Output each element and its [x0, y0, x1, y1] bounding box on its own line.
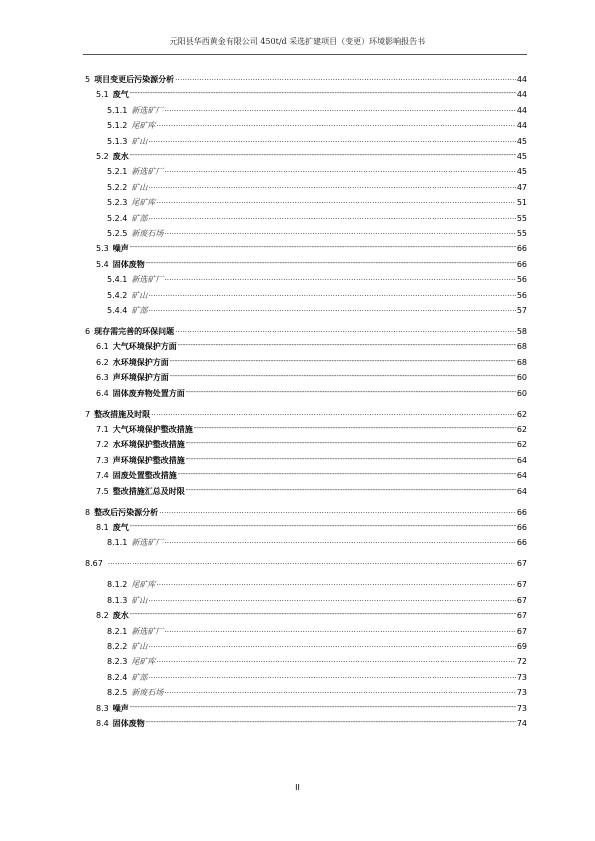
toc-entry-number: 8.1.1 — [107, 538, 128, 548]
toc-entry-number: 5.1 — [96, 90, 109, 100]
toc-leader — [194, 424, 516, 435]
toc-entry-page: 55 — [516, 213, 527, 223]
toc-entry-page: 60 — [516, 388, 527, 398]
toc-entry-title: 废水 — [112, 152, 129, 161]
toc-entry[interactable] — [96, 468, 527, 481]
toc-entry[interactable] — [85, 505, 527, 518]
toc-entry-number: 5.4.1 — [107, 275, 128, 285]
toc-entry-number: 5.4 — [96, 259, 109, 269]
toc-entry[interactable] — [107, 288, 527, 301]
toc-entry[interactable] — [85, 407, 527, 420]
toc-entry[interactable] — [85, 324, 527, 337]
toc-entry-page: 67 — [516, 611, 527, 621]
toc-entry-number: 5.2.5 — [107, 229, 128, 238]
running-header: 元阳县华西黄金有限公司 450t/d 采选扩建项目（变更）环境影响报告书 — [169, 37, 426, 46]
toc-entry-number: 6.2 — [96, 357, 109, 367]
toc-entry-page: 67 — [516, 626, 527, 636]
toc-entry-page: 73 — [516, 672, 527, 682]
toc-entry[interactable] — [107, 272, 527, 285]
toc-entry[interactable] — [96, 608, 527, 621]
toc-entry-title: 噪声 — [112, 244, 129, 254]
toc-entry-number: 8.2.1 — [107, 626, 128, 636]
toc-entry-page: 73 — [516, 688, 527, 698]
toc-entry-title: 整改措施汇总及时限 — [112, 486, 185, 496]
toc-entry-page: 72 — [516, 657, 527, 667]
toc-leader — [170, 357, 516, 368]
toc-entry-title: 矿部 — [131, 672, 148, 682]
toc-leader — [156, 197, 515, 208]
toc-entry-number: 8.3 — [96, 703, 109, 713]
toc-leader — [164, 687, 515, 698]
toc-entry-page: 73 — [516, 703, 527, 713]
toc-leader — [130, 703, 516, 714]
toc-entry-page: 45 — [516, 136, 527, 146]
toc-leader — [148, 213, 515, 224]
page-number: II — [295, 783, 300, 792]
toc-entry[interactable] — [107, 303, 527, 316]
toc-entry-page: 44 — [516, 121, 527, 131]
toc-entry-title: 大气环境保护方面 — [112, 342, 177, 352]
toc-leader — [130, 610, 516, 621]
toc-leader — [156, 120, 515, 131]
toc-entry-title: 新选矿厂 — [131, 626, 164, 636]
toc-entry-page: 55 — [516, 229, 527, 238]
toc-entry-title: 废水 — [112, 611, 129, 621]
toc-entry-number: 5.2 — [96, 152, 109, 161]
toc-entry-title: 固废处置整改措施 — [112, 471, 177, 481]
header-rule — [83, 54, 527, 55]
toc-leader — [156, 656, 515, 667]
toc-entry[interactable] — [107, 624, 527, 637]
toc-entry-page: 62 — [516, 440, 527, 450]
toc-entry-number: 8.67 — [85, 559, 103, 569]
toc-leader — [175, 326, 516, 337]
toc-entry-page: 68 — [516, 342, 527, 352]
toc-leader — [130, 522, 516, 533]
toc-entry[interactable] — [107, 226, 527, 239]
toc-entry[interactable] — [96, 520, 527, 533]
toc-entry-page: 64 — [516, 455, 527, 465]
toc-leader — [164, 626, 515, 637]
toc-entry[interactable] — [107, 103, 527, 116]
toc-entry-title: 声环境保护整改措施 — [112, 455, 185, 465]
toc-entry-number: 8.4 — [96, 719, 109, 728]
toc-entry-title: 新废石场 — [131, 688, 164, 698]
toc-entry-page: 47 — [516, 182, 527, 192]
toc-entry-title: 尾矿库 — [131, 198, 156, 208]
toc-entry-page: 66 — [516, 507, 527, 517]
toc-entry-title: 固体废物 — [112, 719, 145, 728]
toc-entry-page: 69 — [516, 642, 527, 651]
toc-entry-page: 64 — [516, 471, 527, 481]
toc-entry-page: 64 — [516, 486, 527, 496]
toc-entry-number: 6.3 — [96, 373, 109, 383]
toc-leader — [146, 259, 516, 270]
toc-entry-page: 66 — [516, 244, 527, 254]
toc-entry-title: 水环境保护整改措施 — [112, 440, 185, 450]
toc-entry-number: 8.2.4 — [107, 672, 128, 682]
toc-entry[interactable] — [107, 639, 527, 652]
toc-entry-title: 新选矿厂 — [131, 538, 164, 548]
toc-leader — [151, 409, 516, 420]
toc-entry-number: 5.2.1 — [107, 167, 128, 177]
toc-entry[interactable] — [107, 535, 527, 548]
toc-leader — [148, 136, 515, 147]
toc-leader — [108, 558, 516, 569]
toc-entry-title: 废气 — [112, 523, 129, 532]
toc-entry-page: 51 — [516, 198, 527, 208]
toc-entry-page: 67 — [516, 595, 527, 605]
toc-entry-number: 7.5 — [96, 486, 109, 496]
toc-entry-number: 5.2.4 — [107, 213, 128, 223]
toc-entry-number: 5.3 — [96, 244, 109, 254]
toc-entry[interactable] — [96, 87, 527, 100]
toc-entry-title: 现存需完善的环保问题 — [94, 327, 175, 336]
toc-entry-title: 矿山 — [131, 290, 148, 300]
toc-entry-title: 声环境保护方面 — [112, 373, 169, 383]
toc-entry-title: 尾矿库 — [131, 657, 156, 667]
toc-leader — [130, 151, 516, 162]
toc-leader — [170, 372, 516, 383]
toc-entry[interactable] — [96, 437, 527, 450]
toc-entry-title: 矿山 — [131, 642, 148, 651]
toc-leader — [164, 274, 515, 285]
toc-entry-page: 45 — [516, 152, 527, 161]
toc-leader — [148, 641, 515, 652]
toc-entry-title: 新选矿厂 — [131, 275, 164, 285]
toc-entry[interactable] — [85, 556, 527, 569]
toc-entry-page: 62 — [516, 409, 527, 419]
toc-entry[interactable] — [96, 386, 527, 399]
toc-leader — [156, 579, 515, 590]
toc-entry-title: 水环境保护方面 — [112, 357, 169, 367]
toc-entry-number: 7.1 — [96, 425, 109, 434]
toc-leader — [148, 182, 515, 193]
toc-entry-number: 8.1.3 — [107, 595, 128, 605]
toc-entry-number: 5.1.3 — [107, 136, 128, 146]
toc-leader — [164, 105, 515, 116]
toc-leader — [186, 439, 516, 450]
toc-entry-title: 矿山 — [131, 182, 148, 192]
toc-entry-page: 60 — [516, 373, 527, 383]
toc-entry[interactable] — [107, 195, 527, 208]
toc-entry[interactable] — [96, 339, 527, 352]
toc-leader — [130, 89, 516, 100]
toc-entry-number: 8.2.5 — [107, 688, 128, 698]
toc-entry[interactable] — [96, 149, 527, 162]
toc-entry-page: 66 — [516, 538, 527, 548]
toc-entry[interactable] — [96, 716, 527, 729]
toc-entry-title: 固体废弃物处置方面 — [112, 388, 185, 398]
toc-entry[interactable] — [96, 257, 527, 270]
toc-entry-title: 大气环境保护整改措施 — [112, 425, 193, 434]
toc-leader — [164, 537, 515, 548]
toc-entry-page: 45 — [516, 167, 527, 177]
toc-leader — [175, 74, 516, 85]
toc-leader — [148, 595, 515, 606]
toc-entry[interactable] — [107, 134, 527, 147]
toc-entry[interactable] — [96, 355, 527, 368]
toc-entry-page: 57 — [516, 306, 527, 315]
toc-entry-page: 62 — [516, 425, 527, 434]
toc-entry-number: 5.1.1 — [107, 105, 128, 115]
toc-entry-page: 44 — [516, 90, 527, 100]
toc-entry-number: 7.2 — [96, 440, 109, 450]
toc-entry[interactable] — [96, 370, 527, 383]
toc-leader — [148, 290, 515, 301]
toc-entry-number: 5 — [85, 75, 91, 84]
toc-leader — [130, 243, 516, 254]
toc-entry-page: 67 — [516, 580, 527, 590]
toc-entry[interactable] — [96, 701, 527, 714]
toc-entry[interactable] — [107, 654, 527, 667]
toc-entry[interactable] — [96, 241, 527, 254]
toc-entry-title: 尾矿库 — [131, 580, 156, 590]
toc-entry[interactable] — [96, 453, 527, 466]
toc-entry-title: 尾矿库 — [131, 121, 156, 131]
toc-entry[interactable] — [107, 593, 527, 606]
toc-entry-number: 7 — [85, 409, 91, 419]
toc-entry-title: 矿山 — [131, 136, 148, 146]
toc-entry-title: 项目变更后污染源分析 — [94, 75, 175, 84]
toc-leader — [159, 507, 516, 518]
toc-leader — [164, 228, 515, 239]
toc-entry-title: 矿部 — [131, 306, 148, 315]
toc-entry-page: 68 — [516, 357, 527, 367]
toc-entry-number: 7.3 — [96, 455, 109, 465]
toc-entry[interactable] — [107, 118, 527, 131]
toc-entry-number: 8 — [85, 507, 91, 517]
toc-entry-number: 5.4.2 — [107, 290, 128, 300]
toc-entry-page: 67 — [516, 559, 527, 569]
toc-entry-page: 56 — [516, 275, 527, 285]
toc-entry-number: 8.1 — [96, 523, 109, 532]
toc-entry[interactable] — [96, 484, 527, 497]
toc-entry-title: 新选矿厂 — [131, 167, 164, 177]
toc-entry-number: 8.2.3 — [107, 657, 128, 667]
toc-leader — [148, 305, 515, 316]
toc-entry[interactable] — [107, 180, 527, 193]
toc-entry-number: 6.1 — [96, 342, 109, 352]
toc-entry-page: 74 — [516, 719, 527, 728]
toc-entry-title: 整改后污染源分析 — [94, 507, 159, 517]
toc-entry[interactable] — [107, 164, 527, 177]
toc-entry-page: 66 — [516, 259, 527, 269]
toc-entry-number: 7.4 — [96, 471, 109, 481]
toc-leader — [186, 388, 516, 399]
toc-entry-title: 矿山 — [131, 595, 148, 605]
toc-leader — [148, 672, 515, 683]
toc-entry-number: 6.4 — [96, 388, 109, 398]
toc-entry[interactable] — [107, 685, 527, 698]
toc-entry-title: 矿部 — [131, 213, 148, 223]
toc-entry[interactable] — [107, 211, 527, 224]
toc-entry-number: 5.2.3 — [107, 198, 128, 208]
toc-entry[interactable] — [107, 577, 527, 590]
toc-entry[interactable] — [85, 72, 527, 85]
toc-leader — [186, 486, 516, 497]
toc-entry-number: 8.1.2 — [107, 580, 128, 590]
toc-leader — [164, 166, 515, 177]
toc-entry-page: 56 — [516, 290, 527, 300]
toc-entry-number: 6 — [85, 327, 91, 336]
toc-entry-title: 新选矿厂 — [131, 105, 164, 115]
toc-entry-page: 58 — [516, 327, 527, 336]
toc-entry-title: 噪声 — [112, 703, 129, 713]
toc-entry-title: 固体废物 — [112, 259, 145, 269]
toc-entry-page: 44 — [516, 105, 527, 115]
toc-entry[interactable] — [96, 422, 527, 435]
toc-entry-number: 8.2 — [96, 611, 109, 621]
toc-leader — [186, 455, 516, 466]
toc-entry[interactable] — [107, 670, 527, 683]
toc-entry-page: 66 — [516, 523, 527, 532]
toc-entry-title: 废气 — [112, 90, 129, 100]
toc-entry-number: 8.2.2 — [107, 642, 128, 651]
toc-entry-title: 整改措施及时限 — [94, 409, 151, 419]
toc-leader — [178, 341, 516, 352]
toc-entry-number: 5.2.2 — [107, 182, 128, 192]
toc-entry-title: 新废石场 — [131, 229, 164, 238]
toc-leader — [146, 718, 516, 729]
toc-entry-page: 44 — [516, 75, 527, 84]
toc-entry-number: 5.4.4 — [107, 306, 128, 315]
toc-entry-number: 5.1.2 — [107, 121, 128, 131]
toc-leader — [178, 470, 516, 481]
